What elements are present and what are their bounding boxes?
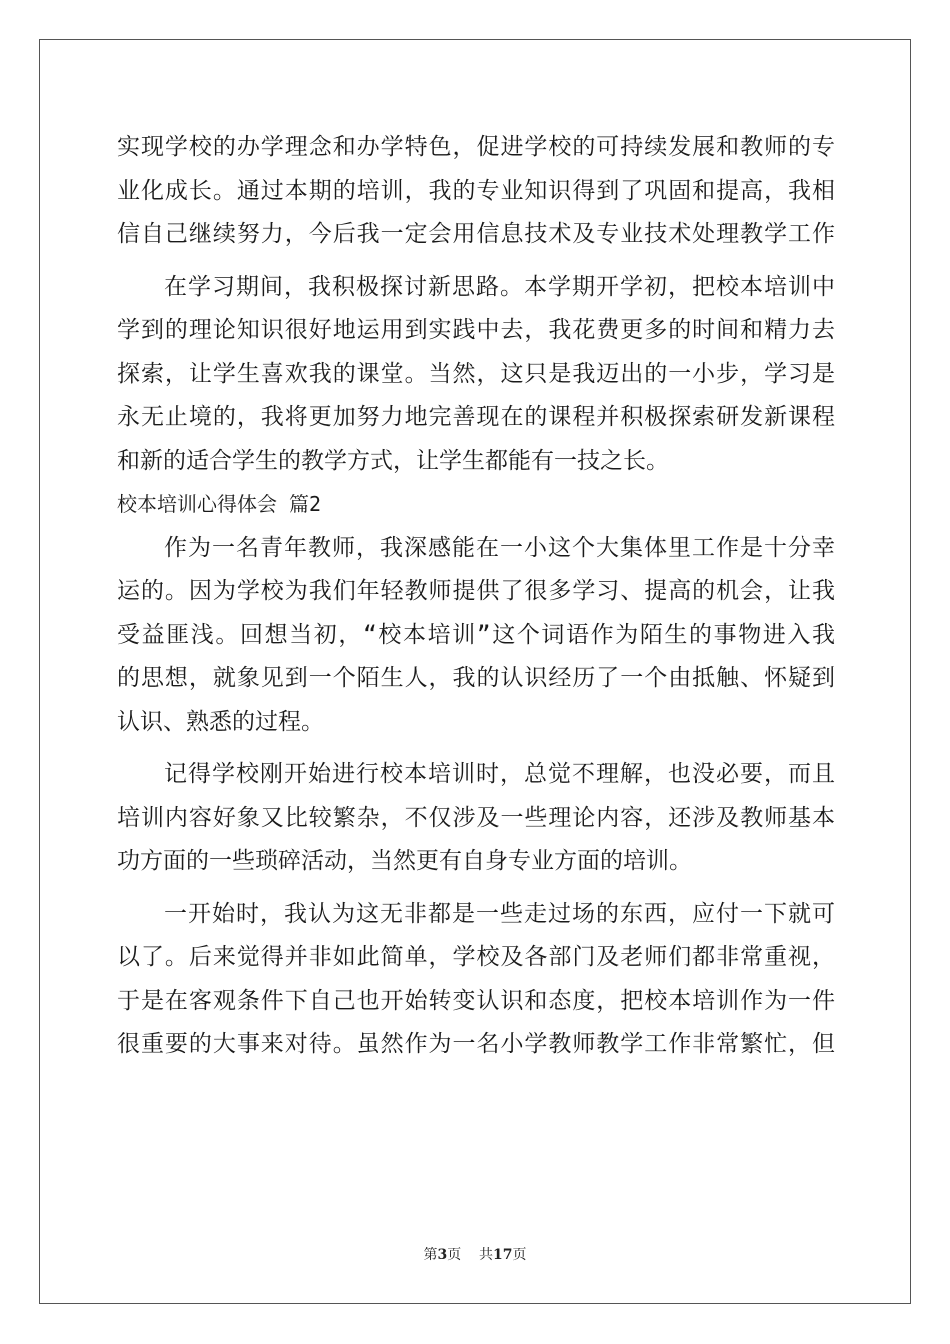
text-line: 实现学校的办学理念和办学特色，促进学校的可持续发展和教师的专 bbox=[117, 134, 835, 160]
text-line: 于是在客观条件下自己也开始转变认识和态度，把校本培训作为一件 bbox=[117, 987, 835, 1014]
total-prefix: 共 bbox=[479, 1247, 494, 1263]
text-line: 很重要的大事来对待。虽然作为一名小学教师教学工作非常繁忙，但 bbox=[117, 1031, 835, 1057]
document-body bbox=[117, 126, 835, 1067]
text-line: 记得学校刚开始进行校本培训时，总觉不理解，也没必要，而且 bbox=[164, 761, 835, 787]
text-line: 学到的理论知识很好地运用到实践中去，我花费更多的时间和精力去 bbox=[117, 317, 835, 343]
text-line: 永无止境的，我将更加努力地完善现在的课程并积极探索研发新课程 bbox=[117, 404, 835, 430]
text-line: 业化成长。通过本期的培训，我的专业知识得到了巩固和提高，我相 bbox=[117, 177, 835, 204]
total-suffix: 页 bbox=[512, 1247, 527, 1263]
text-line: 的思想，就象见到一个陌生人，我的认识经历了一个由抵触、怀疑到 bbox=[117, 665, 835, 691]
text-line: 功方面的一些琐碎活动，当然更有自身专业方面的培训。 bbox=[117, 848, 692, 874]
section-heading: 校本培训心得体会 篇2 bbox=[117, 492, 322, 516]
text-line: 信自己继续努力，今后我一定会用信息技术及专业技术处理教学工作 bbox=[117, 221, 835, 247]
total-pages: 17 bbox=[493, 1247, 513, 1263]
text-line: 在学习期间，我积极探讨新思路。本学期开学初，把校本培训中 bbox=[164, 273, 835, 300]
text-line: 探索，让学生喜欢我的课堂。当然，这只是我迈出的一小步，学习是 bbox=[117, 360, 835, 387]
page-suffix: 页 bbox=[447, 1247, 462, 1263]
text-line: 认识、熟悉的过程。 bbox=[117, 708, 324, 735]
text-line: 和新的适合学生的教学方式，让学生都能有一技之长。 bbox=[117, 447, 669, 474]
text-line: 一开始时，我认为这无非都是一些走过场的东西，应付一下就可 bbox=[164, 900, 835, 927]
page-number: 3 bbox=[437, 1247, 448, 1263]
text-line: 培训内容好象又比较繁杂，不仅涉及一些理论内容，还涉及教师基本 bbox=[117, 804, 835, 831]
page-prefix: 第 bbox=[423, 1247, 438, 1263]
text-line: 运的。因为学校为我们年轻教师提供了很多学习、提高的机会，让我 bbox=[117, 578, 835, 604]
page-footer bbox=[0, 1244, 950, 1264]
text-line: 受益匪浅。回想当初，“校本培训”这个词语作为陌生的事物进入我 bbox=[117, 621, 835, 648]
text-line: 以了。后来觉得并非如此简单，学校及各部门及老师们都非常重视， bbox=[117, 944, 835, 970]
text-line: 作为一名青年教师，我深感能在一小这个大集体里工作是十分幸 bbox=[164, 534, 835, 561]
